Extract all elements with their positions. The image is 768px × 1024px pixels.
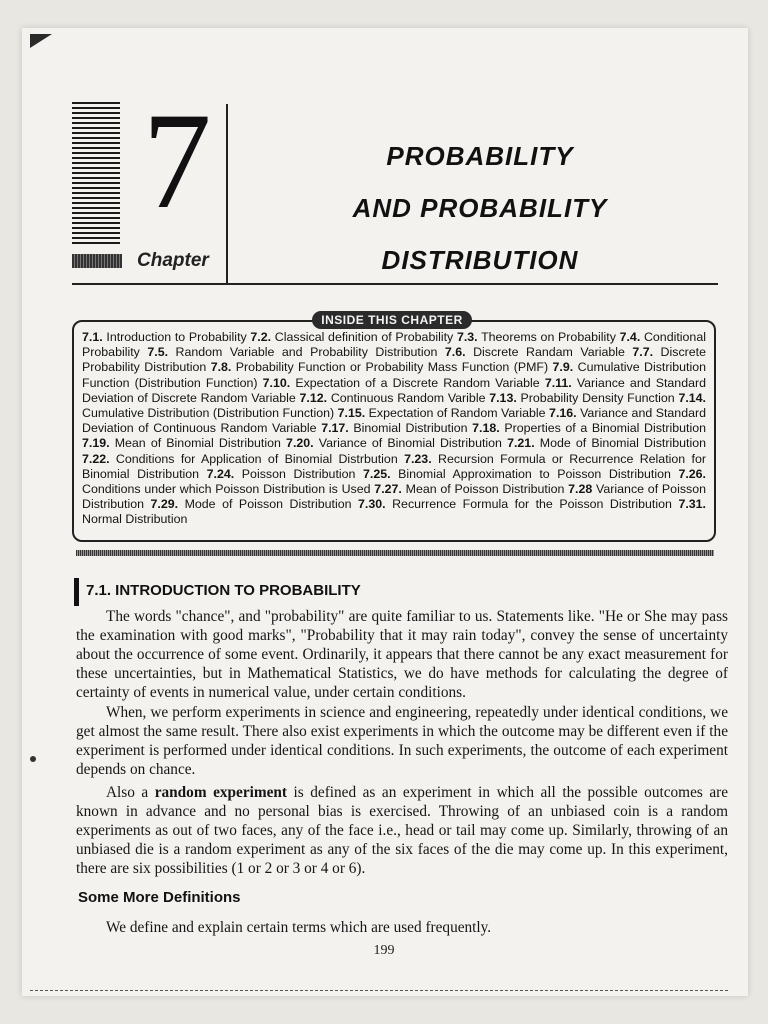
contents-section-number: 7.22. bbox=[82, 451, 110, 466]
chapter-stripes-decoration bbox=[72, 102, 120, 244]
contents-section-number: 7.15. bbox=[337, 406, 366, 421]
contents-section-number: 7.16. bbox=[549, 406, 577, 421]
paragraph-text: The words "chance", and "probability" are quite familiar to us. Statements like. "He or She may pass the examination with good marks", "Probability that it may rain today", convey the sense of uncertainty about the occurrence of some event. Ordinarily, it appears that there cannot be any exact measurement for these uncertainties, but in Mathematical Statistics, we do have methods for calculating the degree of certainty of events in numerical value, under certain conditions. bbox=[76, 608, 728, 701]
subsection-heading: Some More Definitions bbox=[78, 889, 241, 906]
contents-section-number: 7.19. bbox=[82, 436, 110, 451]
intro-paragraph-3 bbox=[76, 783, 728, 878]
contents-section-number: 7.30. bbox=[358, 497, 386, 512]
contents-section-number: 7.5. bbox=[147, 345, 169, 360]
paragraph-text: We define and explain certain terms which are used frequently. bbox=[106, 919, 492, 936]
section-heading-bar bbox=[74, 578, 79, 606]
section-heading: 7.1. INTRODUCTION TO PROBABILITY bbox=[86, 582, 361, 599]
contents-section-number: 7.13. bbox=[489, 390, 517, 405]
contents-section-number: 7.25. bbox=[363, 466, 391, 481]
chapter-number: 7 bbox=[142, 84, 212, 237]
contents-section-number: 7.12. bbox=[299, 390, 328, 405]
intro-paragraph-2 bbox=[76, 703, 728, 779]
chapter-label: Chapter bbox=[137, 250, 209, 271]
paragraph-text: Also a random experiment is defined as an experiment in which all the possible outcomes are known in advance and no personal bias is exercised. Throwing of an unbiased coin is a random experiments as out of two faces, any of the face i.e., head or tail may come up. Similarly, throwing of an unbiased die is a random experiment as any of the six faces of the die may come up. In this experiment, there are six possibilities (1 or 2 or 3 or 4 or 6). bbox=[76, 784, 728, 877]
contents-section-number: 7.6. bbox=[444, 345, 466, 360]
contents-section-number: 7.31. bbox=[678, 497, 706, 512]
contents-section-number: 7.1. bbox=[82, 330, 103, 344]
chapter-contents-box bbox=[72, 320, 716, 542]
page-number: 199 bbox=[373, 943, 395, 958]
contents-section-number: 7.26. bbox=[678, 466, 706, 481]
contents-section-number: 7.17. bbox=[321, 421, 349, 436]
contents-section-number: 7.7. bbox=[632, 345, 654, 360]
chapter-title bbox=[300, 130, 660, 286]
contents-section-number: 7.11. bbox=[544, 375, 572, 390]
header-vertical-rule bbox=[226, 104, 228, 284]
paragraph-text: When, we perform experiments in science and engineering, repeatedly under identical conditions, we get almost the same result. There also exist experiments in which the outcome may be different even if the experiment is performed under identical conditions. In such experiments, the outcome of each experiment depends on chance. bbox=[76, 704, 728, 778]
chapter-label-bar bbox=[72, 254, 122, 268]
contents-section-number: 7.18. bbox=[472, 421, 500, 436]
corner-mark bbox=[30, 34, 52, 48]
contents-divider bbox=[76, 550, 714, 556]
contents-section-number: 7.4. bbox=[619, 330, 641, 344]
inside-chapter-badge: INSIDE THIS CHAPTER bbox=[312, 311, 472, 329]
contents-section-number: 7.3. bbox=[456, 330, 478, 344]
chapter-contents-text: 7.1. Introduction to Probability 7.2. Classical definition of Probability 7.3. Theorems on Probability 7.4. Conditional Probability 7.5. Random Variable and Probability Distribution 7.6. Discrete Randam Variable 7.7. Discrete Probability Distribution 7.8. Probability Function or Probability Mass Function (PMF) 7.9. Cumulative Distribution Function (Distribution Function) 7.10. Expectation of a Discrete Random Variable 7.11. Variance and Standard Deviation of Discrete Random Variable 7.12. Continuous Random Varible 7.13. Probability Density Function 7.14. Cumulative Distribution (Distribution Function) 7.15. Expectation of Random Variable 7.16. Variance and Standard Deviation of Continuous Random Variable 7.17. Binomial Distribution 7.18. Properties of a Binomial Distribution 7.19. Mean of Binomial Distribution 7.20. Variance of Binomial Distribution 7.21. Mode of Binomial Distribution 7.22. Conditions for Application of Binomial Distrbution 7.23. Recursion Formula or Recurrence Relation for Binomial Distribution 7.24. Poisson Distribution 7.25. Binomial Approximation to Poisson Distribution 7.26. Conditions under which Poisson Distribution is Used 7.27. Mean of Poisson Distribution 7.28 Variance of Poisson Distribution 7.29. Mode of Poisson Distribution 7.30. Recurrence Formula for the Poisson Distribution 7.31. Normal Distribution bbox=[82, 330, 707, 527]
contents-section-number: 7.2. bbox=[250, 330, 272, 344]
chapter-title-line-3: DISTRIBUTION bbox=[381, 245, 579, 275]
contents-section-number: 7.21. bbox=[507, 436, 535, 451]
defined-term: random experiment bbox=[154, 784, 288, 801]
intro-paragraph-1 bbox=[76, 607, 728, 702]
contents-section-number: 7.28 bbox=[568, 482, 593, 497]
margin-dot bbox=[30, 756, 36, 762]
contents-section-number: 7.9. bbox=[552, 360, 574, 375]
page-bottom-edge bbox=[30, 990, 730, 991]
contents-section-number: 7.10. bbox=[262, 375, 291, 390]
contents-section-number: 7.29. bbox=[150, 497, 179, 512]
contents-section-number: 7.24. bbox=[206, 466, 235, 481]
definitions-intro bbox=[76, 918, 728, 937]
contents-section-number: 7.27. bbox=[374, 482, 402, 497]
contents-section-number: 7.23. bbox=[404, 451, 432, 466]
contents-section-number: 7.20. bbox=[286, 436, 314, 451]
contents-section-number: 7.14. bbox=[678, 390, 706, 405]
chapter-title-line-2: AND PROBABILITY bbox=[352, 193, 608, 223]
contents-section-number: 7.8. bbox=[210, 360, 232, 375]
chapter-title-line-1: PROBABILITY bbox=[386, 141, 574, 171]
